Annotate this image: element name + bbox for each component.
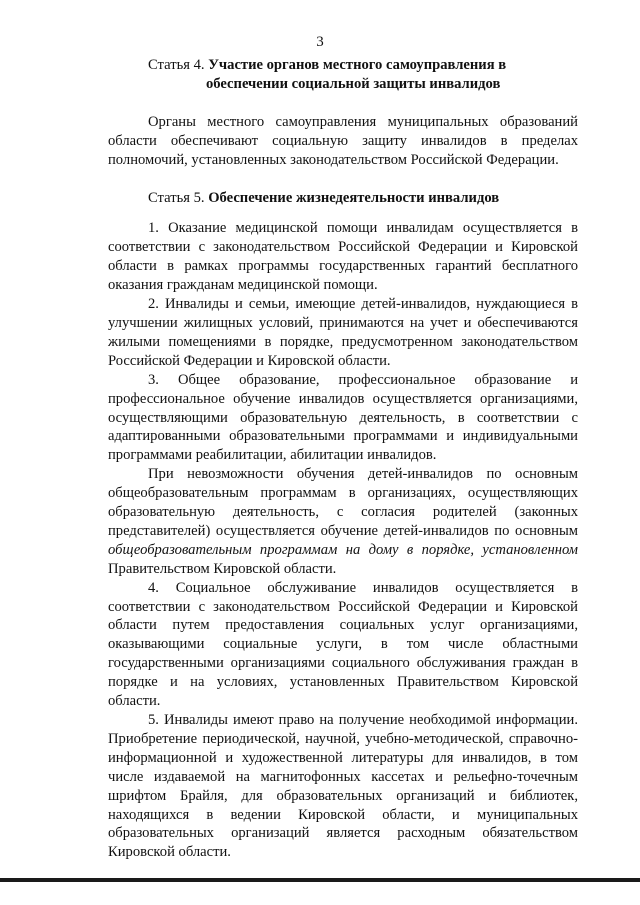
article-4-title-line1: Участие органов местного самоуправления в	[208, 57, 507, 73]
article-5-paragraph-1: 1. Оказание медицинской помощи инвалидам осуществляется в соответствии с законодательством Российской Федерации и Кировской области в рамках программы государственных гарантий бесплатного оказания гражданам медицинской помощи.	[108, 220, 578, 294]
article-5-paragraph-4-italic: общеобразовательным программам на дому в порядке, установленном	[108, 541, 578, 558]
article-5-title: Обеспечение жизнедеятельности инвалидов	[208, 189, 500, 206]
page-number: 3	[316, 34, 324, 50]
article-4-label: Статья 4.	[148, 57, 205, 73]
scan-bottom-edge	[0, 878, 640, 882]
document-body	[108, 56, 578, 862]
article-5-label: Статья 5.	[148, 189, 205, 206]
article-5-paragraph-5: 4. Социальное обслуживание инвалидов осуществляется в соответствии с законодательством Российской Федерации и Кировской области путем предоставления социальных услуг организациями, оказывающими социальные услуги, в том числе областными государственными организациями социального обслуживания граждан в порядке и на условиях, установленных Правительством Кировской области.	[108, 579, 578, 710]
article-5-paragraph-3: 3. Общее образование, профессиональное образование и профессиональное обучение инвалидов осуществляется организациями, осуществляющими образовательную деятельность, в соответствии с адаптированными образовательными программами и индивидуальными программами реабилитации, абилитации инвалидов.	[108, 371, 578, 464]
article-5-paragraph-4-text: При невозможности обучения детей-инвалидов по основным общеобразовательным программам в организациях, осуществляющих образовательную деятельность, с согласия родителей (законных представителей) осуществляется обучение детей-инвалидов по основным	[108, 466, 578, 539]
article-4-heading	[108, 56, 578, 94]
article-5-paragraph-4-end: Правительством Кировской области.	[108, 560, 337, 577]
article-4-paragraph: Органы местного самоуправления муниципальных образований области обеспечивают социальную защиту инвалидов в пределах полномочий, установленных законодательством Российской Федерации.	[108, 113, 578, 168]
article-5-heading	[108, 189, 578, 208]
article-4-title-line2: обеспечении социальной защиты инвалидов	[206, 75, 501, 92]
article-5-paragraph-6: 5. Инвалиды имеют право на получение необходимой информации. Приобретение периодической, научной, учебно-методической, справочно-информационной и художественной литературы для инвалидов, в том числе издаваемой на магнитофонных кассетах и рельефно-точечным шрифтом Брайля, для образовательных организаций и библиотек, находящихся в ведении Кировской области, и муниципальных образовательных организаций является расходным обязательством Кировской области.	[108, 712, 578, 861]
article-5-paragraph-4	[108, 465, 578, 578]
article-5-paragraph-2: 2. Инвалиды и семьи, имеющие детей-инвалидов, нуждающиеся в улучшении жилищных условий, принимаются на учет и обеспечиваются жилыми помещениями в порядке, предусмотренном законодательством Российской Федерации и Кировской области.	[108, 296, 578, 369]
